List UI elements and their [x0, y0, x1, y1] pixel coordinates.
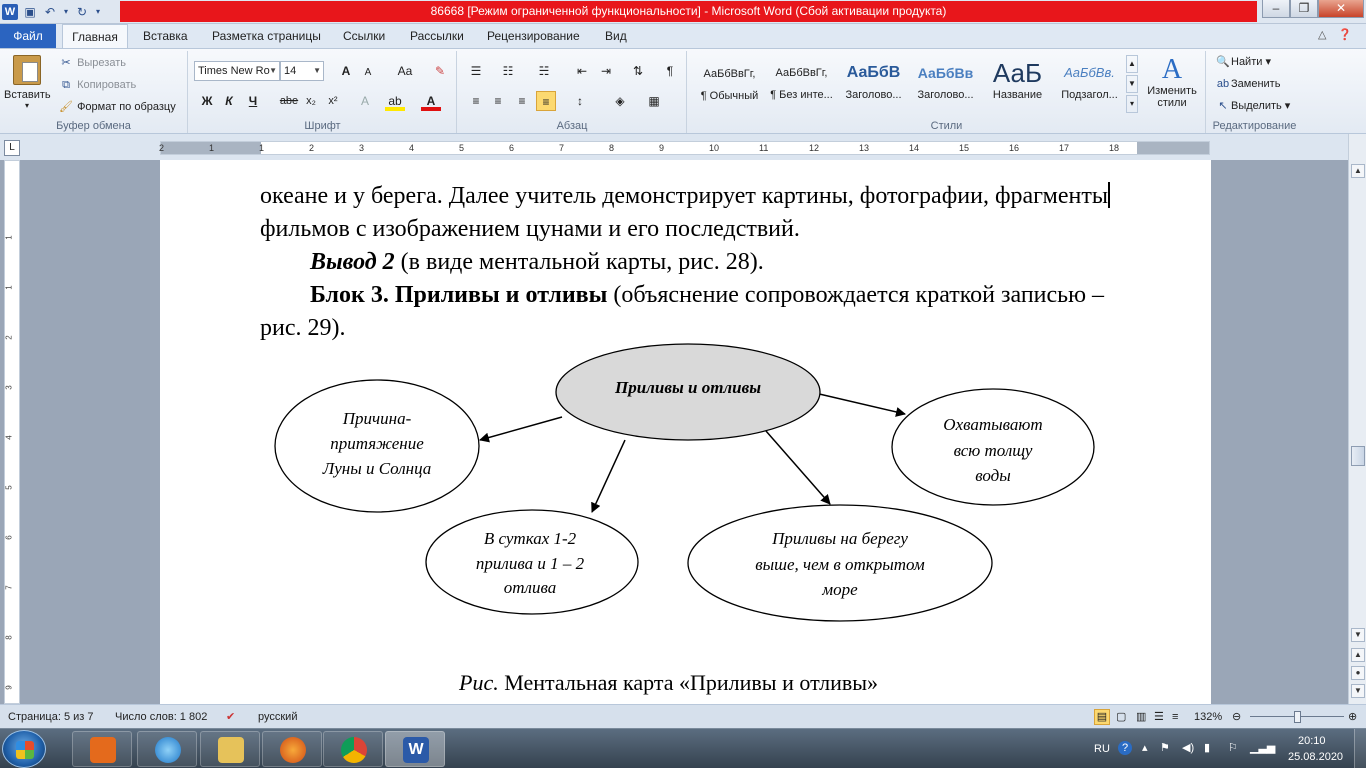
redo-icon[interactable]: ↻ [76, 5, 88, 19]
taskbar-media-player[interactable] [72, 731, 132, 767]
bottom-right-node-line-1: Приливы на берегу [772, 529, 908, 548]
help-tray-icon[interactable]: ? [1118, 741, 1132, 755]
clock-date[interactable]: 25.08.2020 [1288, 751, 1344, 763]
replace-label: Заменить [1231, 77, 1281, 90]
taskbar-firefox[interactable] [262, 731, 322, 767]
shading-icon[interactable]: ◈ [615, 94, 625, 108]
brush-icon: 🖌 [59, 101, 73, 113]
style-preview: АаБ [992, 58, 1043, 88]
chevron-down-icon: ▼ [313, 66, 321, 75]
vertical-ruler-number: 7 [4, 585, 14, 590]
arrow-to-bottom-right [766, 431, 830, 504]
line-spacing-icon[interactable]: ↕ [577, 94, 583, 108]
change-styles-button[interactable] [1142, 55, 1202, 109]
change-case-button[interactable]: Aa [397, 64, 413, 78]
style-name: Заголово... [917, 89, 974, 101]
show-desktop-button[interactable] [1354, 729, 1366, 768]
ruler-numbers [161, 142, 1209, 154]
internet-explorer-icon [155, 737, 181, 763]
tab-file[interactable]: Файл [0, 24, 56, 48]
ruler-number: 17 [1059, 143, 1070, 153]
chrome-icon [341, 737, 367, 763]
ruler-number: 15 [959, 143, 970, 153]
previous-page-button[interactable]: ▲ [1351, 648, 1365, 662]
windows-logo-icon [16, 741, 34, 759]
font-color-icon[interactable]: A [421, 91, 441, 111]
decrease-indent-icon[interactable]: ⇤ [576, 64, 588, 78]
style-preview: АаБбВвГг, [703, 68, 756, 80]
window-title: 86668 [Режим ограниченной функциональности] - Microsoft Word (Сбой активации продукта) [120, 1, 1257, 22]
style-name: Название [992, 89, 1043, 101]
replace-button[interactable] [1215, 77, 1280, 91]
help-icon[interactable]: ❓ [1338, 29, 1352, 41]
editing-group-label: Редактирование [1212, 120, 1297, 132]
numbering-icon[interactable]: ☷ [502, 64, 514, 78]
ruler-number: 16 [1009, 143, 1020, 153]
right-node-line-3: воды [975, 466, 1011, 485]
zoom-level[interactable]: 132% [1194, 711, 1223, 723]
ruler-number: 14 [909, 143, 920, 153]
ribbon-home [0, 48, 1366, 134]
paste-button[interactable]: Вставить ▾ [4, 55, 50, 110]
battery-icon[interactable]: ▮ [1204, 742, 1211, 754]
zoom-out-icon[interactable]: ⊖ [1232, 711, 1242, 723]
clipboard-group [0, 51, 188, 133]
close-button[interactable]: ✕ [1318, 0, 1364, 18]
vertical-ruler-number: 4 [4, 435, 14, 440]
replace-icon: ab [1216, 78, 1230, 90]
styles-scroll-up[interactable]: ▲ [1126, 55, 1138, 73]
left-node-line-2: притяжение [330, 434, 424, 453]
vertical-ruler[interactable] [4, 160, 20, 704]
language-indicator[interactable]: русский [258, 711, 298, 723]
vertical-ruler-number: 1 [4, 235, 14, 240]
draft-view-icon[interactable]: ≡ [1172, 711, 1179, 723]
ribbon-tabs [0, 24, 1366, 48]
customize-qat-icon[interactable]: ▾ [95, 7, 100, 16]
style-name: Подзагол... [1061, 89, 1118, 101]
quick-access-toolbar [2, 3, 102, 21]
vertical-ruler-number: 6 [4, 535, 14, 540]
scroll-thumb[interactable] [1351, 446, 1365, 466]
caption-label: Рис. [459, 670, 499, 695]
zoom-slider-thumb[interactable] [1294, 711, 1301, 723]
mind-map-figure[interactable] [160, 160, 1211, 704]
italic-button[interactable]: К [225, 94, 233, 108]
format-painter-button[interactable] [58, 100, 176, 114]
binoculars-icon: 🔍 [1216, 56, 1230, 69]
styles-group-label: Стили [930, 120, 963, 132]
horizontal-ruler[interactable] [160, 141, 1210, 155]
title-bar [0, 0, 1366, 24]
highlight-icon[interactable]: ab [385, 91, 405, 111]
ruler-number: 1 [259, 143, 265, 153]
save-icon[interactable]: ▣ [24, 5, 36, 19]
tab-view[interactable]: Вид [605, 29, 627, 43]
conclusion-label: Вывод 2 [310, 249, 395, 275]
clear-format-icon[interactable]: ✎ [434, 64, 446, 78]
ruler-number: 11 [759, 143, 769, 153]
undo-dropdown-icon[interactable]: ▾ [63, 7, 68, 16]
paste-icon [13, 55, 41, 85]
chevron-down-icon: ▼ [269, 66, 277, 75]
grow-font-button[interactable]: A [341, 64, 351, 78]
tab-home[interactable]: Главная [62, 24, 128, 48]
vertical-ruler-number: 5 [4, 485, 14, 490]
right-node-line-2: всю толщу [953, 441, 1033, 460]
change-styles-icon: A [1161, 54, 1183, 85]
change-styles-label: Изменить стили [1147, 85, 1197, 109]
print-layout-view-icon[interactable]: ▤ [1094, 709, 1110, 725]
bottom-left-node-line-2: прилива и 1 – 2 [475, 554, 585, 573]
language-bar[interactable]: RU [1094, 743, 1110, 755]
vertical-ruler-number: 2 [4, 335, 14, 340]
paragraph-text: океане и у берега. Далее учитель демонстрирует картины, фотографии, фрагменты [260, 183, 1108, 209]
align-center-icon[interactable]: ≡ [494, 94, 502, 108]
bottom-right-node-line-3: море [822, 580, 858, 599]
style-name: Заголово... [845, 89, 902, 101]
arrow-to-right [815, 393, 905, 414]
font-group [189, 51, 457, 133]
styles-more[interactable]: ▾ [1126, 95, 1138, 113]
bold-button[interactable]: Ж [201, 94, 213, 108]
vertical-scrollbar[interactable] [1348, 134, 1366, 704]
cut-label: Вырезать [77, 56, 126, 69]
paragraph-text: фильмов с изображением цунами и его последствий. [260, 216, 800, 242]
document-area [24, 160, 1348, 704]
spellcheck-icon[interactable]: ✔ [226, 711, 236, 723]
editing-group [1207, 51, 1302, 133]
paragraph-group [458, 51, 687, 133]
signal-icon[interactable]: ▁▃▅ [1250, 742, 1276, 754]
scissors-icon: ✂ [61, 57, 71, 69]
block-text: (объяснение сопровождается краткой записью – [607, 282, 1105, 308]
style-no-spacing[interactable] [766, 57, 837, 113]
strikethrough-button[interactable]: abe [279, 95, 299, 107]
paste-label: Вставить [4, 89, 51, 101]
ruler-number: 9 [659, 143, 665, 153]
ruler-number: 5 [459, 143, 465, 153]
taskbar-ie[interactable] [137, 731, 197, 767]
copy-button[interactable] [58, 78, 136, 92]
style-title[interactable] [982, 57, 1053, 113]
center-node-label: Приливы и отливы [615, 378, 761, 397]
select-button[interactable]: ↖ Выделить ▾ [1215, 99, 1290, 113]
scroll-up-button[interactable]: ▲ [1351, 164, 1365, 178]
arrow-to-bottom-left [592, 440, 625, 512]
zoom-in-icon[interactable]: ⊕ [1348, 711, 1358, 723]
bottom-left-node-line-1: В сутках 1-2 [483, 529, 577, 548]
block-heading: Блок 3. Приливы и отливы [310, 282, 608, 308]
bullets-icon[interactable]: ☰ [470, 64, 482, 78]
font-name-value: Times New Ro [198, 65, 270, 77]
minimize-ribbon-icon[interactable]: △ [1318, 29, 1327, 41]
word-icon: W [403, 737, 429, 763]
style-subtitle[interactable] [1054, 57, 1125, 113]
justify-icon[interactable]: ≡ [536, 91, 556, 111]
vertical-ruler-number: 1 [4, 285, 14, 290]
pilcrow-icon[interactable]: ¶ [666, 64, 674, 78]
ruler-number: 2 [309, 143, 315, 153]
caption-text: Ментальная карта «Приливы и отливы» [498, 670, 879, 695]
tab-mailings[interactable]: Рассылки [410, 29, 464, 43]
left-node-line-3: Луны и Солнца [322, 459, 432, 478]
cut-button[interactable] [58, 56, 126, 70]
ruler-number: 4 [409, 143, 415, 153]
status-bar [0, 704, 1366, 728]
tab-review[interactable]: Рецензирование [487, 29, 580, 43]
minimize-button[interactable]: – [1262, 0, 1290, 18]
browse-object-button[interactable]: ● [1351, 666, 1365, 680]
cursor-icon: ↖ [1218, 100, 1228, 113]
underline-button[interactable]: Ч [248, 94, 258, 108]
media-player-icon [90, 737, 116, 763]
font-size-value: 14 [284, 65, 297, 77]
scroll-down-button[interactable]: ▼ [1351, 628, 1365, 642]
web-layout-view-icon[interactable]: ▥ [1136, 711, 1147, 723]
tab-insert[interactable]: Вставка [143, 29, 188, 43]
arrow-to-left [480, 417, 562, 440]
vertical-ruler-number: 8 [4, 635, 14, 640]
firefox-icon [280, 737, 306, 763]
align-left-icon[interactable]: ≡ [472, 94, 480, 108]
vertical-ruler-number: 9 [4, 685, 14, 690]
multilevel-list-icon[interactable]: ☵ [538, 64, 550, 78]
network-icon[interactable]: ⚐ [1228, 742, 1238, 754]
flag-icon[interactable]: ⚑ [1160, 742, 1170, 754]
page-count[interactable]: Страница: 5 из 7 [8, 711, 94, 723]
style-preview: АаБбВвГг, [775, 67, 828, 79]
volume-icon[interactable]: ◀) [1182, 742, 1195, 754]
select-label: Выделить [1231, 100, 1282, 112]
word-app-icon[interactable]: W [2, 4, 18, 20]
clock-time[interactable]: 20:10 [1298, 735, 1326, 747]
style-normal[interactable] [694, 57, 765, 113]
find-button[interactable]: 🔍Найти ▾ [1216, 56, 1271, 69]
ruler-number: 18 [1109, 143, 1120, 153]
folder-icon [218, 737, 244, 763]
style-heading-1[interactable] [838, 57, 909, 113]
undo-icon[interactable]: ↶ [44, 5, 56, 19]
align-right-icon[interactable]: ≡ [518, 94, 526, 108]
increase-indent-icon[interactable]: ⇥ [600, 64, 612, 78]
start-button[interactable] [2, 730, 46, 768]
block-text-2: рис. 29). [260, 315, 346, 341]
paragraph-group-label: Абзац [556, 120, 588, 132]
taskbar-explorer[interactable] [200, 731, 260, 767]
word-count[interactable]: Число слов: 1 802 [115, 711, 208, 723]
style-preview: АаБбВв [917, 65, 974, 81]
subscript-button[interactable]: x₂ [306, 95, 316, 107]
font-size-combo[interactable] [280, 61, 324, 81]
page[interactable] [160, 160, 1211, 704]
styles-group [688, 51, 1206, 133]
text-effects-icon[interactable]: A [360, 94, 369, 108]
vertical-ruler-number: 3 [4, 385, 14, 390]
ruler-number: 6 [509, 143, 515, 153]
figure-caption [459, 666, 1059, 699]
ruler-number: 12 [809, 143, 820, 153]
superscript-button[interactable]: x² [328, 95, 338, 107]
styles-scroll-down[interactable]: ▼ [1126, 75, 1138, 93]
bottom-right-node-line-2: выше, чем в открытом [755, 555, 925, 574]
sort-icon[interactable]: ⇅ [632, 64, 644, 78]
full-screen-view-icon[interactable]: ▢ [1116, 711, 1127, 723]
ruler-number: 1 [209, 143, 215, 153]
outline-view-icon[interactable]: ☰ [1154, 711, 1164, 723]
style-preview: АаБбВ [846, 64, 901, 81]
ruler-row [0, 134, 1366, 160]
system-tray [1088, 729, 1366, 768]
taskbar [0, 728, 1366, 768]
style-preview: АаБбВв. [1064, 65, 1115, 80]
format-painter-label: Формат по образцу [77, 100, 176, 113]
next-page-button[interactable]: ▼ [1351, 684, 1365, 698]
tab-page-layout[interactable]: Разметка страницы [212, 29, 321, 43]
tab-selector[interactable]: L [4, 140, 20, 156]
font-name-combo[interactable] [194, 61, 280, 81]
ruler-number: 2 [159, 143, 165, 153]
find-label: Найти [1231, 56, 1263, 68]
ruler-number: 10 [709, 143, 720, 153]
copy-label: Копировать [77, 78, 137, 91]
taskbar-chrome[interactable] [323, 731, 383, 767]
ruler-number: 7 [559, 143, 565, 153]
shrink-font-button[interactable]: A [364, 67, 372, 78]
borders-icon[interactable]: ▦ [648, 94, 660, 108]
maximize-button[interactable]: ❐ [1290, 0, 1318, 18]
style-name: ¶ Без инте... [770, 89, 833, 101]
font-group-label: Шрифт [304, 120, 341, 132]
left-node-line-1: Причина- [342, 409, 412, 428]
tab-references[interactable]: Ссылки [343, 29, 386, 43]
ruler-number: 13 [859, 143, 870, 153]
right-node-line-1: Охватывают [943, 415, 1043, 434]
style-heading-2[interactable] [910, 57, 981, 113]
conclusion-text: (в виде ментальной карты, рис. 28). [394, 249, 764, 275]
style-name: ¶ Обычный [700, 90, 759, 102]
ruler-number: 3 [359, 143, 365, 153]
taskbar-word[interactable] [385, 731, 445, 767]
ruler-number: 8 [609, 143, 615, 153]
bottom-left-node-line-3: отлива [503, 578, 557, 597]
copy-icon: ⧉ [62, 79, 70, 91]
clipboard-group-label: Буфер обмена [56, 120, 131, 132]
tray-expand-icon[interactable]: ▴ [1142, 742, 1148, 754]
